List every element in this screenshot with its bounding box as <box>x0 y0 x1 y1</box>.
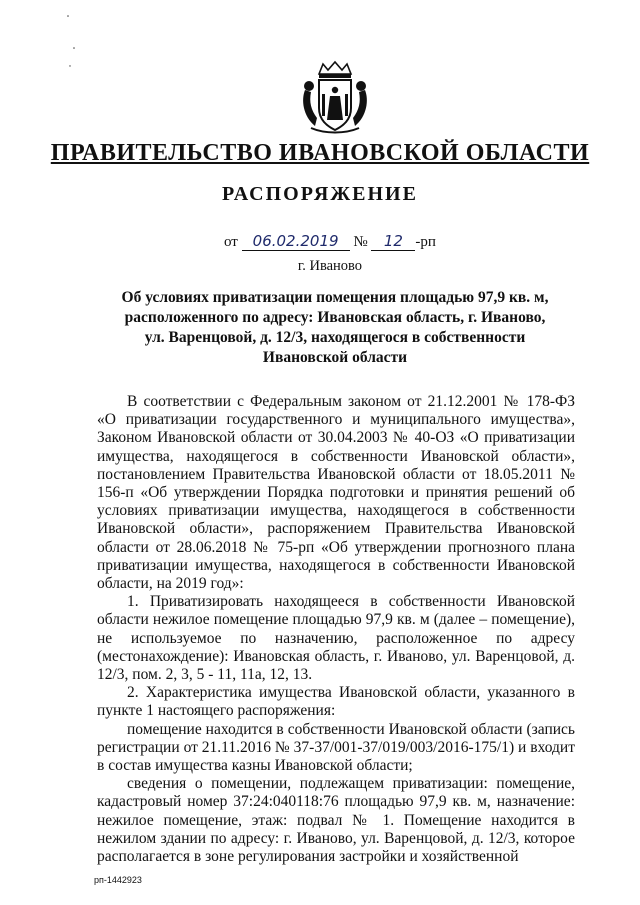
document-subject: Об условиях приватизации помещения площадью 97,9 кв. м, расположенного по адресу: Ивановская область, г. Иваново, ул. Варенцовой, д. 12/3, находящегося в собственности Ивановской области <box>121 289 549 366</box>
document-type: РАСПОРЯЖЕНИЕ <box>222 183 418 205</box>
scan-specks <box>64 10 80 70</box>
document-date: 06.02.2019 <box>242 232 350 251</box>
clause-1-paragraph: 1. Приватизировать находящееся в собственности Ивановской области нежилое помещение площадью 97,9 кв. м (далее – помещение), не используемое по назначению, расположенное по адресу (местонахождение): Ивановская область, г. Иваново, ул. Варенцовой, д. 12/3, пом. 2, 3, 5 - 11, 11а, 12, 13. <box>97 593 575 684</box>
from-label: от <box>224 234 238 250</box>
government-title: ПРАВИТЕЛЬСТВО ИВАНОВСКОЙ ОБЛАСТИ <box>50 140 590 166</box>
preamble-paragraph: В соответствии с Федеральным законом от 21.12.2001 № 178-ФЗ «О приватизации государственного и муниципального имущества», Законом Ивановской области от 30.04.2003 № 40-ОЗ «О приватизации имущества, находящегося в собственности Ивановской области», постановлением Правительства Ивановской области от 18.05.2011 № 156-п «Об утверждении Порядка подготовки и принятия решений об условиях приватизации имущества, находящегося в собственности Ивановской области», распоряжением Правительства Ивановской области от 28.06.2018 № 75-рп «Об утверждении прогнозного плана приватизации имущества, находящегося в собственности Ивановской области, на 2019 год»: <box>97 393 575 593</box>
city: г. Иваново <box>297 258 363 274</box>
document-number: 12 <box>371 232 415 251</box>
number-label: № <box>353 234 368 250</box>
document-code: рп-1442923 <box>94 875 142 885</box>
premises-info-paragraph: сведения о помещении, подлежащем приватизации: помещение, кадастровый номер 37:24:040118:76 площадью 97,9 кв. м, назначение: нежилое помещение, этаж: подвал № 1. Помещение находится в нежилом здании по адресу: г. Иваново, ул. Варенцовой, д. 12/3, которое располагается в зоне регулирования застройки и хозяйственной <box>97 775 575 866</box>
ownership-paragraph: помещение находится в собственности Ивановской области (запись регистрации от 21.11.2016 № 37-37/001-37/019/003/2016-175/1) и входит в состав имущества казны Ивановской области; <box>97 720 575 775</box>
document-body <box>97 393 575 866</box>
clause-2-paragraph: 2. Характеристика имущества Ивановской области, указанного в пункте 1 настоящего распоряжения: <box>97 684 575 720</box>
number-suffix: -рп <box>415 234 436 250</box>
registration-line <box>224 232 436 251</box>
ivanovo-coat-of-arms-icon <box>297 60 373 136</box>
